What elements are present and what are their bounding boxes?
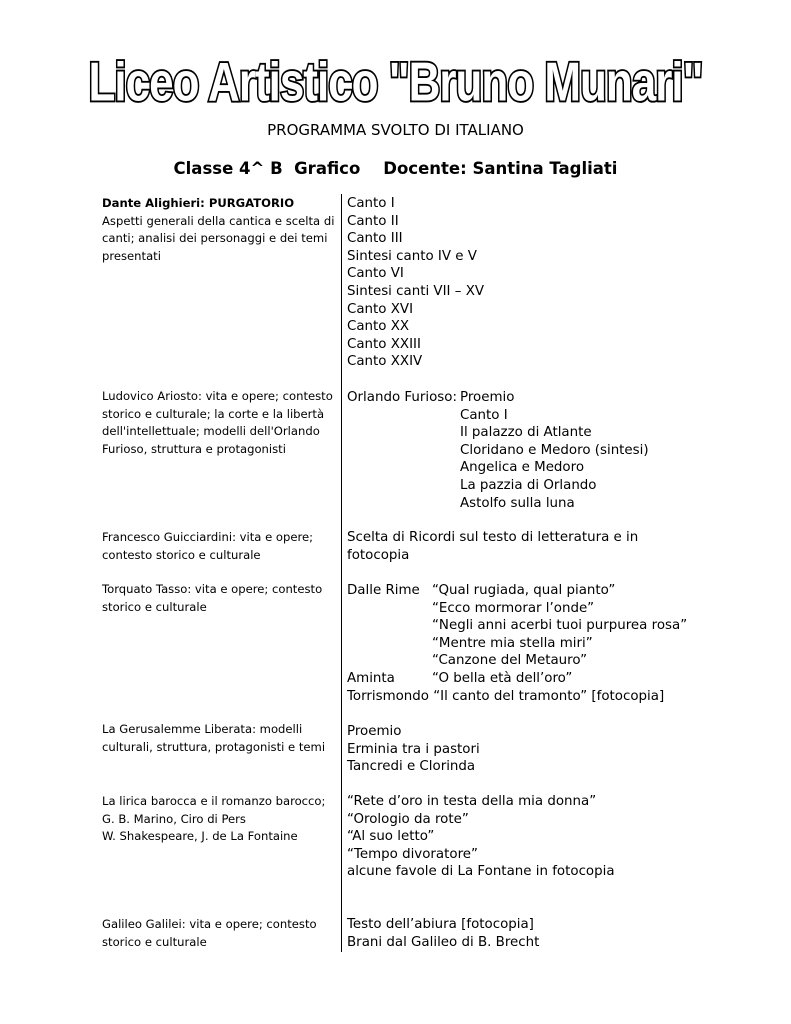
section-barocco-contents [347,793,767,881]
list-item: Canto XX [347,319,410,335]
list-item: Sintesi canto IV e V [347,248,477,264]
list-item: “Il canto del tramonto” [fotocopia] [433,688,665,704]
orlando-furioso-label: Orlando Furioso: [347,390,457,405]
section-guicciardini-description: Francesco Guicciardini: vita e opere; contesto storico e culturale [102,530,314,562]
list-item: Erminia tra i pastori [347,741,480,757]
list-item: Canto I [347,196,395,211]
section-gerusalemme-description: La Gerusalemme Liberata: modelli culturali, struttura, protagonisti e temi [102,722,326,754]
list-item: “Al suo letto” [347,829,435,845]
list-item: Tancredi e Clorinda [347,759,476,775]
section-barocco-line: G. B. Marino, Ciro di Pers [102,811,246,826]
list-item: Canto III [347,231,403,247]
section-tasso-contents [347,582,767,705]
list-item: Testo dell’abiura [fotocopia] [347,917,534,932]
column-divider [341,194,342,952]
school-logo-title: Liceo Artistico "Bruno Munari" [88,51,703,113]
list-item: Il palazzo di Atlante [460,425,592,441]
list-item: Cloridano e Medoro (sintesi) [460,442,649,458]
section-dante-description [102,195,338,265]
section-gerusalemme-contents [347,723,767,776]
list-item: “O bella età dell’oro” [432,670,573,686]
list-item: Proemio [460,390,515,405]
section-barocco-description [102,793,338,846]
aminta-label: Aminta [347,670,395,686]
list-item: “Tempo divoratore” [347,846,478,862]
list-item: “Canzone del Metauro” [432,653,588,669]
list-item: “Orologio da rote” [347,811,469,827]
section-dante-text: Aspetti generali della cantica e scelta di canti; analisi dei personaggi e dei temi presentati [102,213,335,263]
list-item: Canto XXIII [347,336,421,352]
section-galileo-contents [347,916,767,951]
section-barocco-line: La lirica barocca e il romanzo barocco; [102,794,326,808]
torrismondo-label: Torrismondo [347,688,429,704]
list-item: Canto II [347,213,399,229]
list-item: “Qual rugiada, qual pianto” [432,583,616,598]
section-ariosto-description: Ludovico Ariosto: vita e opere; contesto storico e culturale; la corte e la libertà dell'intellettuale; modelli dell'Orlando Furioso, struttura e protagonisti [102,389,333,456]
section-tasso-description: Torquato Tasso: vita e opere; contesto storico e culturale [102,582,323,614]
list-item: Canto I [460,407,508,423]
list-item: “Rete d’oro in testa della mia donna” [347,794,597,809]
list-item: Canto XXIV [347,354,423,370]
section-dante-title: Dante Alighieri: PURGATORIO [102,196,295,210]
list-item: Canto VI [347,266,404,282]
section-dante-contents [347,195,767,371]
list-item: Angelica e Medoro [460,460,585,476]
list-item: “Mentre mia stella miri” [432,635,593,651]
list-item: “Negli anni acerbi tuoi purpurea rosa” [432,618,688,634]
list-item: La pazzia di Orlando [460,477,597,493]
list-item: Astolfo sulla luna [460,495,575,511]
list-item: Sintesi canti VII – XV [347,283,485,299]
list-item: “Ecco mormorar l’onde” [432,600,595,616]
list-item: alcune favole di La Fontane in fotocopia [347,864,615,880]
section-ariosto-contents [347,389,767,512]
section-guicciardini-contents [347,529,647,564]
list-item: Brani dal Galileo di B. Brecht [347,934,540,950]
section-barocco-line: W. Shakespeare, J. de La Fontaine [102,829,298,843]
list-item: Canto XVI [347,301,414,317]
program-subtitle: PROGRAMMA SVOLTO DI ITALIANO [267,121,524,139]
section-galileo-description: Galileo Galilei: vita e opere; contesto storico e culturale [102,917,317,949]
list-item: Scelta di Ricordi sul testo di letteratura e in fotocopia [347,530,639,563]
list-item: Proemio [347,724,402,739]
dalle-rime-label: Dalle Rime [347,583,420,598]
class-teacher-line: Classe 4^ B Grafico Docente: Santina Tagliati [173,159,618,178]
